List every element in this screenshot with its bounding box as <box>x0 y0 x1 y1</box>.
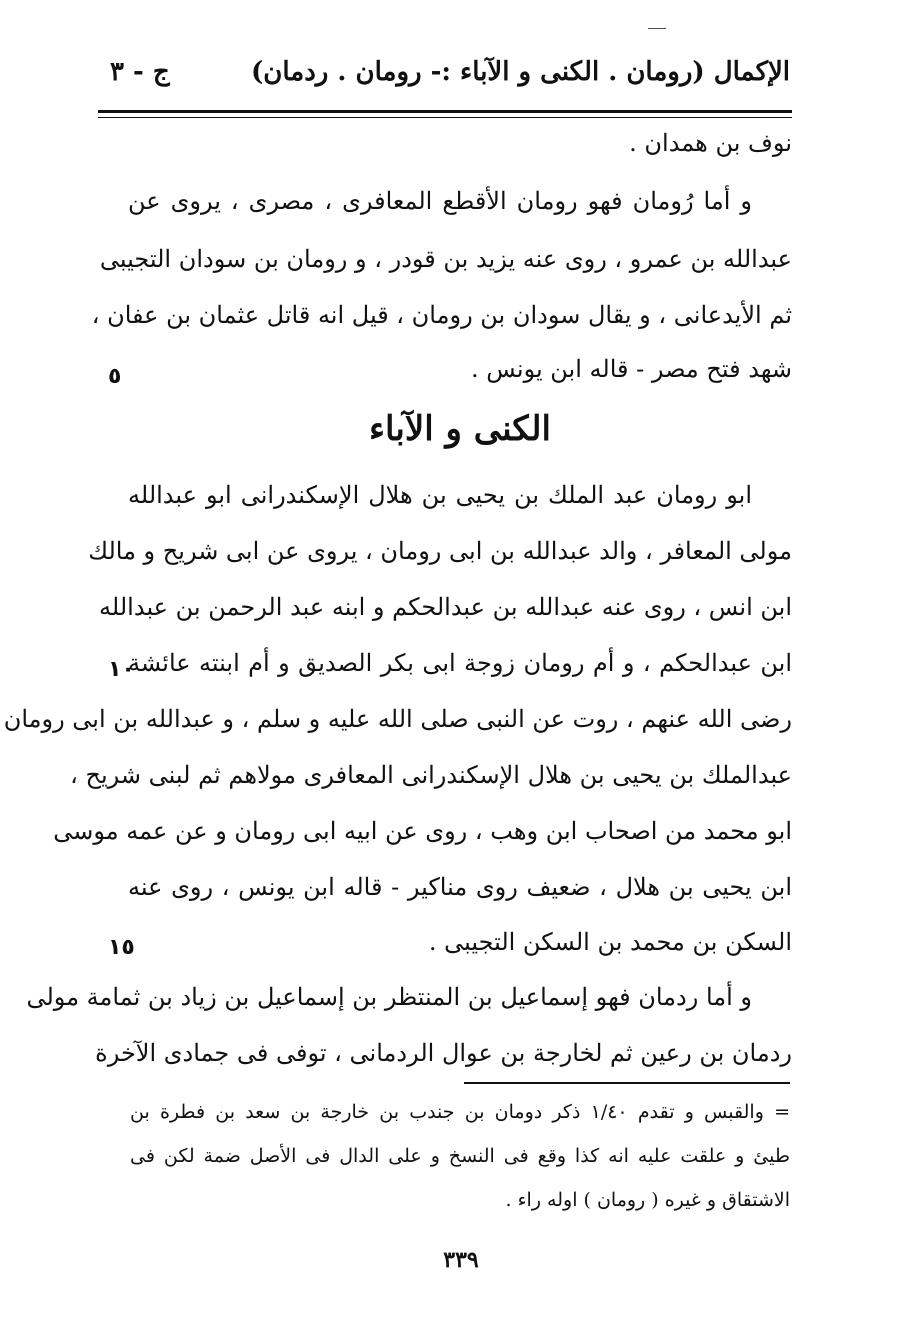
footnote-line: = والقبس و تقدم ١/٤٠ ذكر دومان بن جندب بن خارجة بن سعد بن فطرة بن <box>130 1101 790 1123</box>
body-line: ردمان بن رعين ثم لخارجة بن عوال الردمانى ، توفى فى جمادى الآخرة <box>95 1039 792 1067</box>
body-line: نوف بن همدان . <box>629 129 792 157</box>
body-line: و أما رُومان فهو رومان الأقطع المعافرى ، مصرى ، يروى عن <box>128 187 752 215</box>
margin-line-number: ١٠ <box>108 657 135 682</box>
section-line: ابن يحيى بن هلال ، ضعيف روى مناكير - قاله ابن يونس ، روى عنه <box>128 873 792 901</box>
section-line: السكن بن محمد بن السكن التجيبى . <box>428 928 792 956</box>
running-header <box>100 50 790 94</box>
section-line: ابن انس ، روى عنه عبدالله بن عبدالحكم و ابنه عبد الرحمن بن عبدالله <box>99 593 792 621</box>
section-line: رضى الله عنهم ، روت عن النبى صلى الله عليه و سلم ، و عبدالله بن ابى رومان <box>3 705 792 733</box>
header-rule-thick <box>98 110 792 113</box>
body-line: شهد فتح مصر - قاله ابن يونس . <box>471 355 792 383</box>
body-line: عبدالله بن عمرو ، روى عنه يزيد بن قودر ، و رومان بن سودان التجيبى <box>99 245 792 273</box>
footnote-line: الاشتقاق و غيره ( رومان ) اوله راء . <box>505 1189 790 1211</box>
section-heading: الكنى و الآباء <box>369 409 551 449</box>
section-line: ابن عبدالحكم ، و أم رومان زوجة ابى بكر الصديق و أم ابنته عائشة <box>128 649 792 677</box>
section-line: ابو محمد من اصحاب ابن وهب ، روى عن ابيه ابى رومان و عن عمه موسى <box>53 817 792 845</box>
ink-mark <box>648 28 666 32</box>
body-line: ثم الأيدعانى ، و يقال سودان بن رومان ، قيل انه قاتل عثمان بن عفان ، <box>91 301 792 329</box>
footnote-line: طيئ و علقت عليه انه كذا وقع فى النسخ و على الدال فى الأصل ضمة لكن فى <box>130 1145 790 1167</box>
header-title: الإكمال (رومان . الكنى و الآباء :- رومان . ردمان) <box>250 57 790 87</box>
header-volume: ج - ٣ <box>110 57 170 87</box>
body-line: و أما ردمان فهو إسماعيل بن المنتظر بن إسماعيل بن زياد بن ثمامة مولى <box>26 983 752 1011</box>
footnote-rule <box>464 1082 790 1084</box>
margin-line-number: ١٥ <box>108 935 135 960</box>
page-number: ٣٣٩ <box>443 1247 479 1273</box>
margin-line-number: ٥ <box>108 364 122 389</box>
header-rule-thin <box>98 117 792 118</box>
section-line: مولى المعافر ، والد عبدالله بن ابى رومان ، يروى عن ابى شريح و مالك <box>88 537 792 565</box>
section-line: ابو رومان عبد الملك بن يحيى بن هلال الإسكندرانى ابو عبدالله <box>128 481 753 509</box>
section-line: عبدالملك بن يحيى بن هلال الإسكندرانى المعافرى مولاهم ثم لبنى شريح ، <box>70 761 792 789</box>
